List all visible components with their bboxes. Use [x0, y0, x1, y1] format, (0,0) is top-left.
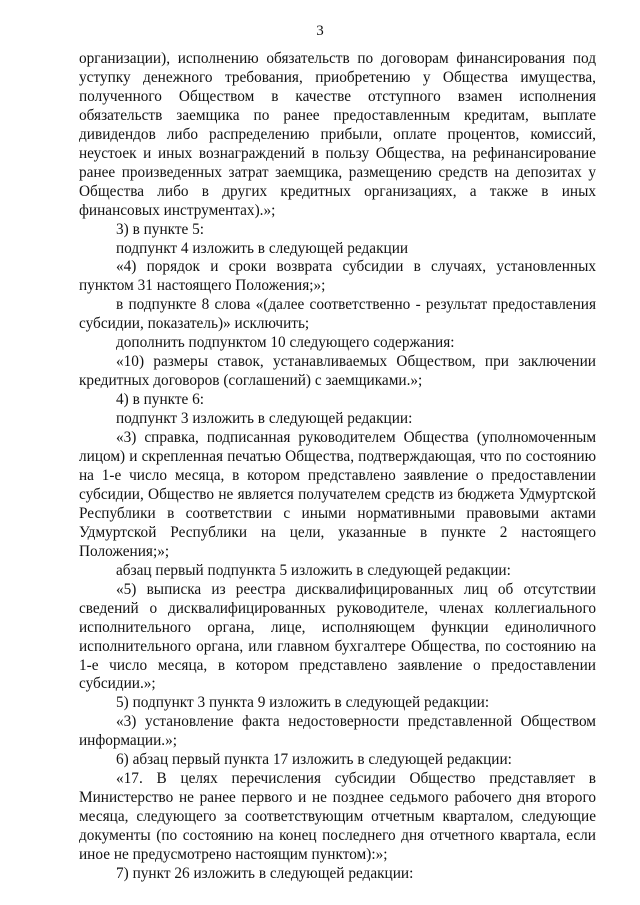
paragraph-6: дополнить подпунктом 10 следующего содержания:	[116, 334, 455, 352]
paragraph-17: 7) пункт 26 изложить в следующей редакции:	[116, 864, 414, 882]
paragraph-14: «3) установление факта недостоверности представленной Обществом информации.»;	[79, 713, 596, 750]
paragraph-2: 3) в пункте 5:	[116, 220, 205, 238]
paragraph-11: абзац первый подпункта 5 изложить в следующей редакции:	[116, 561, 511, 579]
paragraph-5: в подпункте 8 слова «(далее соответственно - результат предоставления субсидии, показатель)» исключить;	[79, 296, 596, 333]
paragraph-16: «17. В целях перечисления субсидии Общество представляет в Министерство не ранее первого и не позднее седьмого рабочего дня второго месяца, следующего за соответствующим отчетным кварталом, следующие документы (по состоянию на конец последнего дня отчетного квартала, если иное не предусмотрено настоящим пунктом):»;	[79, 770, 596, 864]
paragraph-3: подпункт 4 изложить в следующей редакции	[116, 239, 409, 257]
paragraph-4: «4) порядок и сроки возврата субсидии в случаях, установленных пунктом 31 настоящего Положения;»;	[79, 258, 596, 295]
paragraph-15: 6) абзац первый пункта 17 изложить в следующей редакции:	[116, 751, 512, 769]
paragraph-13: 5) подпункт 3 пункта 9 изложить в следующей редакции:	[116, 694, 490, 712]
document-body	[79, 50, 596, 884]
paragraph-8: 4) в пункте 6:	[116, 391, 205, 409]
paragraph-7: «10) размеры ставок, устанавливаемых Обществом, при заключении кредитных договоров (соглашений) с заемщиками.»;	[79, 353, 596, 390]
paragraph-10: «3) справка, подписанная руководителем Общества (уполномоченным лицом) и скрепленная печатью Общества, подтверждающая, что по состоянию на 1-е число месяца, в котором представлено заявление о предоставлении субсидии, Общество не является получателем средств из бюджета Удмуртской Республики в соответствии с иными нормативными правовыми актами Удмуртской Республики на цели, указанные в пункте 2 настоящего Положения;»;	[79, 429, 596, 560]
page-number: 3	[316, 23, 324, 39]
paragraph-1: организации), исполнению обязательств по договорам финансирования под уступку денежного требования, приобретению у Общества имущества, полученного Обществом в качестве отступного взамен исполнения обязательств заемщика по ранее предоставленным кредитам, выплате дивидендов либо распределению прибыли, оплате процентов, комиссий, неустоек и иных вознаграждений в пользу Общества, на рефинансирование ранее произведенных затрат заемщика, размещению средств на депозитах у Общества либо в других кредитных организациях, а также в иных финансовых инструментах).»;	[79, 50, 596, 219]
paragraph-9: подпункт 3 изложить в следующей редакции:	[116, 410, 413, 428]
paragraph-12: «5) выписка из реестра дисквалифицированных лиц об отсутствии сведений о дисквалифицированных руководителе, членах коллегиального исполнительного органа, лице, исполняющем функции единоличного исполнительного органа, или главном бухгалтере Общества, по состоянию на 1-е число месяца, в котором представлено заявление о предоставлении субсидии.»;	[79, 580, 596, 693]
